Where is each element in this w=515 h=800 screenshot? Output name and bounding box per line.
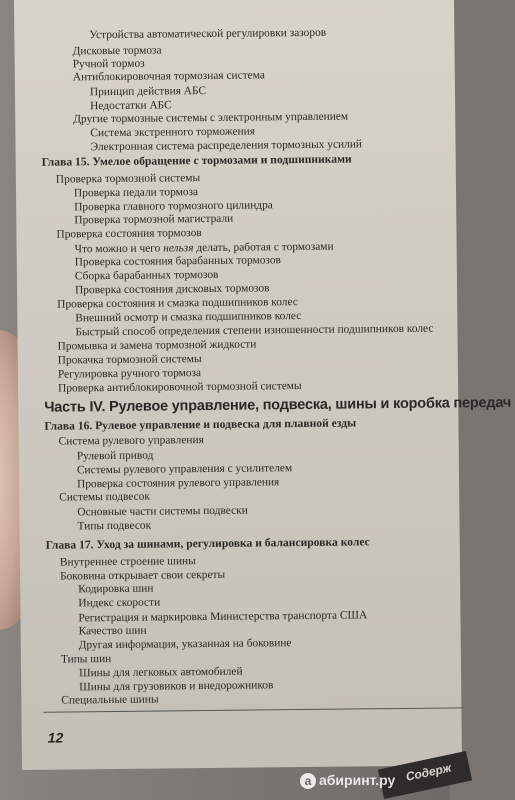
page-number: 12 bbox=[47, 729, 64, 746]
toc-entry: Проверка тормозной системы bbox=[55, 172, 201, 186]
part-heading: Часть IV. Рулевое управление, подвеска, шины и коробка передач bbox=[44, 394, 512, 416]
toc-entry: Ручной тормоз bbox=[72, 57, 145, 71]
toc-entry: Шины для легковых автомобилей bbox=[78, 665, 243, 680]
toc-entry: Другие тормозные системы с электронным управлением bbox=[73, 110, 349, 126]
toc-entry: Рулевой привод bbox=[76, 449, 154, 463]
toc-entry: Регулировка ручного тормоза bbox=[57, 367, 202, 381]
toc-entry: Что можно и чего нельзя делать, работая с тормозами bbox=[74, 240, 334, 256]
toc-entry: Индекс скорости bbox=[78, 596, 161, 610]
toc-entry: Проверка состояния тормозов bbox=[56, 227, 202, 241]
toc-entry: Качество шин bbox=[78, 624, 147, 638]
toc-entry: Недостатки АБС bbox=[90, 99, 172, 113]
toc-entry: Система экстренного торможения bbox=[90, 125, 256, 140]
book-page bbox=[14, 0, 512, 770]
toc-entry: Устройства автоматической регулировки зазоров bbox=[89, 26, 327, 42]
toc-entry: Внешний осмотр и смазка подшипников колес bbox=[75, 310, 302, 325]
toc-entry: Типы подвесок bbox=[77, 519, 152, 533]
toc-entry: Внутреннее строение шины bbox=[59, 555, 196, 569]
section-tab-label: Содерж bbox=[404, 760, 453, 784]
chapter-heading: Глава 17. Уход за шинами, регулировка и балансировка колес bbox=[45, 535, 370, 552]
footer-divider bbox=[43, 707, 463, 712]
watermark bbox=[300, 772, 395, 789]
toc-entry: Боковина открывает свои секреты bbox=[59, 568, 226, 583]
toc-entry: Кодировка шин bbox=[78, 582, 154, 596]
toc-entry: Электронная система распределения тормозных усилий bbox=[90, 138, 363, 154]
a-circle-logo-icon: a bbox=[300, 773, 316, 789]
toc-entry: Регистрация и маркировка Министерства транспорта США bbox=[78, 609, 368, 625]
toc-entry: Проверка состояния дисковых тормозов bbox=[74, 282, 270, 297]
chapter-heading: Глава 15. Умелое обращение с тормозами и подшипниками bbox=[41, 152, 352, 169]
toc-entry: Сборка барабанных тормозов bbox=[74, 268, 219, 283]
toc-entry: Системы рулевого управления с усилителем bbox=[76, 462, 293, 477]
chapter-heading: Глава 16. Рулевое управление и подвеска для плавной езды bbox=[44, 416, 357, 433]
toc-entry: Другая информация, указанная на боковине bbox=[78, 637, 292, 652]
toc-entry: Шины для грузовиков и внедорожников bbox=[79, 679, 274, 694]
toc-entry: Система рулевого управления bbox=[58, 434, 204, 448]
toc-entry: Принцип действия АБС bbox=[89, 84, 207, 99]
toc-entry: Проверка антиблокировочной тормозной системы bbox=[58, 380, 302, 395]
toc-entry: Антиблокировочная тормозная система bbox=[72, 69, 265, 84]
toc-entry: Типы шин bbox=[60, 653, 112, 666]
toc-entry: Быстрый способ определения степени изношенности подшипников колес bbox=[75, 322, 434, 339]
toc-entry: Проверка состояния барабанных тормозов bbox=[74, 254, 281, 269]
toc-entry: Прокачка тормозной системы bbox=[57, 353, 202, 367]
emphasis-text: нельзя bbox=[163, 242, 194, 255]
toc-entry: Основные части системы подвески bbox=[77, 504, 248, 519]
toc-entry: Промывка и замена тормозной жидкости bbox=[57, 338, 257, 353]
watermark-text: абиринт.ру bbox=[319, 772, 396, 788]
toc-entry: Системы подвесок bbox=[59, 490, 150, 504]
toc-entry: Специальные шины bbox=[61, 693, 159, 707]
toc-entry: Проверка главного тормозного цилиндра bbox=[74, 199, 273, 214]
toc-entry: Проверка состояния рулевого управления bbox=[77, 476, 280, 491]
toc-entry: Проверка тормозной магистрали bbox=[74, 212, 234, 227]
toc-entry: Проверка состояния и смазка подшипников колес bbox=[57, 296, 298, 311]
toc-entry: Проверка педали тормоза bbox=[73, 186, 199, 200]
toc-entry: Дисковые тормоза bbox=[72, 44, 162, 58]
